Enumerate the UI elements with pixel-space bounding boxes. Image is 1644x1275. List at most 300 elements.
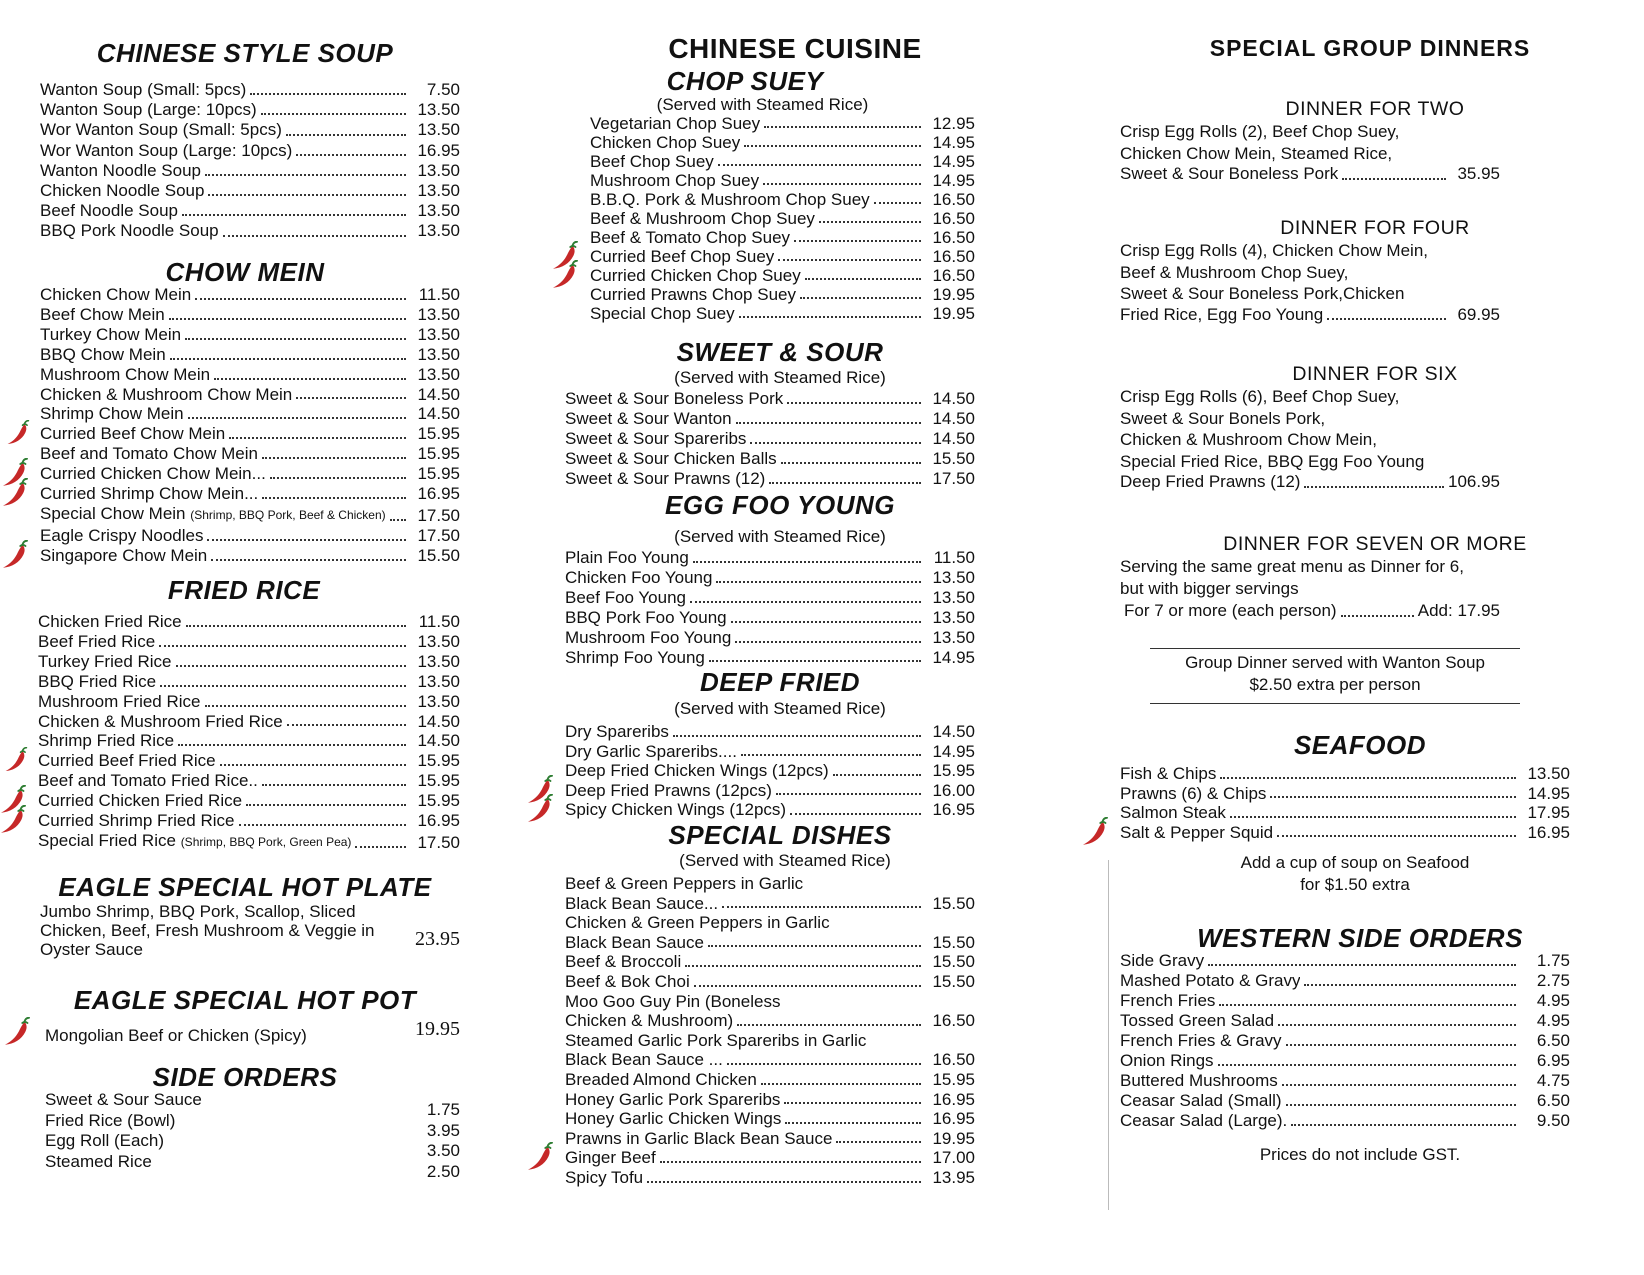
menu-item-price: 16.00 <box>932 780 975 800</box>
menu-item-name-text: Breaded Almond Chicken <box>565 1069 757 1089</box>
leader-dots <box>239 824 407 826</box>
menu-item-name-text: Spicy Chicken Wings (12pcs) <box>565 800 787 819</box>
menu-item-name-text: Curried Chicken Chow Mein... <box>40 464 266 484</box>
leader-dots <box>246 804 406 806</box>
menu-item-price: 16.50 <box>932 1050 975 1070</box>
dinner-four <box>1120 216 1600 325</box>
side-order-name: Fried Rice (Bowl) <box>45 1110 176 1130</box>
menu-item-name <box>565 1050 723 1070</box>
menu-item-name-text: Prawns in Garlic Black Bean Sauce <box>565 1128 833 1148</box>
menu-item-price: 13.50 <box>417 691 460 711</box>
leader-dots <box>207 539 406 541</box>
menu-item-name <box>40 181 204 201</box>
leader-dots <box>286 134 406 136</box>
cuisine-header <box>565 34 1035 64</box>
leader-dots <box>709 660 921 662</box>
menu-item-price: 2.75 <box>1536 971 1570 990</box>
menu-item <box>565 800 975 820</box>
menu-item <box>565 1090 975 1110</box>
menu-item <box>1120 1091 1570 1111</box>
dinner-two-last: Sweet & Sour Boneless Pork <box>1120 164 1339 183</box>
menu-item <box>565 1168 975 1188</box>
divider <box>1108 860 1109 1210</box>
leader-dots <box>1304 486 1444 488</box>
menu-item-name <box>1120 784 1266 804</box>
menu-item-name-text: Beef Chow Mein <box>40 304 165 324</box>
menu-item-price: 16.50 <box>932 209 975 228</box>
menu-item-name <box>565 781 772 801</box>
menu-item-name <box>40 141 292 161</box>
menu-item-name-text: Wanton Soup (Large: 10pcs) <box>40 100 257 120</box>
menu-item-name-text: Salt & Pepper Squid <box>1120 822 1274 842</box>
leader-dots <box>390 519 406 521</box>
menu-item <box>40 484 460 504</box>
menu-item-name-text: Wanton Noodle Soup <box>40 160 201 180</box>
menu-item <box>38 632 460 652</box>
menu-item <box>590 285 975 304</box>
leader-dots <box>727 1063 921 1065</box>
leader-dots <box>214 378 406 380</box>
seafood-note: for $1.50 extra <box>1300 874 1410 894</box>
dinner-line: but with bigger servings <box>1120 578 1299 598</box>
hot-plate-line: Jumbo Shrimp, BBQ Pork, Scallop, Sliced <box>40 902 356 921</box>
menu-item-note: (Shrimp, BBQ Pork, Green Pea) <box>180 834 352 849</box>
leader-dots <box>186 625 406 627</box>
menu-item-price: 14.50 <box>932 722 975 741</box>
chili-pepper-icon <box>4 420 32 446</box>
menu-item-price: 15.50 <box>932 449 975 468</box>
menu-item <box>590 266 975 285</box>
menu-item-name <box>565 588 686 608</box>
menu-item-name <box>40 444 258 464</box>
sweet-sour-subtitle: (Served with Steamed Rice) <box>674 368 886 387</box>
menu-item-name-text: Mushroom Foo Young <box>565 627 732 647</box>
menu-item-price: 16.50 <box>932 1011 975 1031</box>
menu-item <box>565 628 975 648</box>
menu-item-name-text: Special Chow Mein <box>40 503 186 523</box>
hot-plate-line: Chicken, Beef, Fresh Mushroom & Veggie in <box>40 921 375 940</box>
dinner-line: Crisp Egg Rolls (6), Beef Chop Suey, <box>1120 387 1400 406</box>
menu-item-name <box>1120 1071 1278 1091</box>
dinner-line: Chicken Chow Mein, Steamed Rice, <box>1120 143 1393 163</box>
menu-item-price: 4.75 <box>1536 1071 1570 1090</box>
menu-item <box>565 568 975 588</box>
leader-dots <box>1291 1124 1516 1126</box>
menu-item-name-text: Curried Shrimp Chow Mein... <box>40 484 259 504</box>
menu-item-name-text: Singapore Chow Mein <box>40 545 208 565</box>
leader-dots <box>1278 1024 1516 1026</box>
hot-plate-line: Oyster Sauce <box>40 940 143 959</box>
group-header <box>1130 33 1600 63</box>
dinner-four-price: 69.95 <box>1457 304 1500 324</box>
menu-item-name <box>38 751 216 771</box>
menu-item-name <box>565 628 731 648</box>
seafood-list <box>1120 764 1570 842</box>
menu-item-name-text: Beef Chop Suey <box>590 152 714 171</box>
menu-item-price: 15.95 <box>932 761 975 780</box>
menu-item-price: 13.50 <box>417 160 460 180</box>
dinner-line: Serving the same great menu as Dinner for 6, <box>1120 557 1464 576</box>
menu-item-name-text: Curried Beef Chow Mein <box>40 424 226 444</box>
menu-item-name <box>40 385 292 405</box>
menu-item-name <box>565 761 829 781</box>
divider <box>1150 703 1520 704</box>
leader-dots <box>1220 777 1516 779</box>
menu-item-price: 11.50 <box>418 285 460 304</box>
dinner-four-title: DINNER FOR FOUR <box>1280 217 1470 239</box>
seafood-note: Add a cup of soup on Seafood <box>1240 853 1470 872</box>
menu-item <box>38 831 460 853</box>
side-orders-prices <box>427 1100 460 1182</box>
menu-item-price: 14.95 <box>932 171 975 190</box>
chop-suey-subtitle: (Served with Steamed Rice) <box>656 95 869 114</box>
chili-pepper-icon <box>0 478 32 508</box>
menu-item-name-text: Shrimp Chow Mein <box>40 404 184 424</box>
leader-dots <box>790 813 921 815</box>
menu-item <box>590 190 975 209</box>
menu-item-name <box>1120 1111 1287 1131</box>
menu-item-name-text: Curried Beef Fried Rice <box>38 751 216 771</box>
menu-item-name-text: Special Fried Rice <box>38 830 176 850</box>
dinner-line: Crisp Egg Rolls (4), Chicken Chow Mein, <box>1120 241 1428 260</box>
menu-item-name-text: Beef & Tomato Chop Suey <box>590 228 791 247</box>
menu-item-price: 15.95 <box>417 751 460 771</box>
menu-item-name <box>1120 1051 1214 1071</box>
menu-item-name <box>38 612 182 632</box>
chili-pepper-icon <box>523 1142 557 1172</box>
menu-item <box>38 672 460 692</box>
western-section <box>1120 923 1570 1166</box>
leader-dots <box>718 164 921 166</box>
menu-item-price: 16.95 <box>932 800 975 819</box>
leader-dots <box>836 1141 921 1143</box>
menu-item <box>40 305 460 325</box>
menu-item-name-text: Vegetarian Chop Suey <box>590 114 761 133</box>
menu-item-name-text: Beef Noodle Soup <box>40 201 178 221</box>
dinner-seven-last: For 7 or more (each person) <box>1124 601 1337 620</box>
menu-item-name <box>40 201 178 221</box>
menu-item-name-text: Buttered Mushrooms <box>1120 1071 1278 1090</box>
menu-item-price: 13.50 <box>417 651 460 671</box>
leader-dots <box>250 93 406 95</box>
hot-pot-price: 19.95 <box>415 1018 460 1040</box>
menu-item-name <box>40 161 201 181</box>
menu-item-name-text: Curried Chicken Fried Rice <box>38 791 243 811</box>
chili-pepper-icon <box>0 540 32 570</box>
leader-dots <box>660 1161 921 1163</box>
menu-item-name-text: BBQ Chow Mein <box>40 344 166 364</box>
menu-item-name-text: Curried Prawns Chop Suey <box>590 285 796 304</box>
leader-dots <box>735 641 921 643</box>
leader-dots <box>176 665 406 667</box>
menu-item-name <box>40 325 181 345</box>
menu-item-name-text: Chicken & Mushroom Fried Rice <box>38 711 283 731</box>
menu-item-price: 13.50 <box>417 120 460 140</box>
leader-dots <box>1286 1104 1516 1106</box>
menu-item <box>565 722 975 742</box>
menu-item-price: 14.95 <box>1527 783 1570 803</box>
leader-dots <box>1342 178 1446 180</box>
leader-dots <box>744 145 921 147</box>
menu-item-name-text: Honey Garlic Chicken Wings <box>565 1109 782 1129</box>
menu-item-name <box>590 266 801 285</box>
leader-dots <box>722 906 921 908</box>
leader-dots <box>776 793 921 795</box>
chili-pepper-icon <box>548 260 582 290</box>
menu-item <box>38 692 460 712</box>
menu-item-price: 14.50 <box>417 404 460 424</box>
menu-item <box>40 201 460 221</box>
menu-item-name <box>1120 1011 1274 1031</box>
menu-item <box>38 731 460 751</box>
menu-item-name <box>40 365 210 385</box>
dinner-seven-title: DINNER FOR SEVEN OR MORE <box>1223 533 1527 555</box>
group-note-line: $2.50 extra per person <box>1249 674 1421 694</box>
menu-item <box>40 546 460 566</box>
leader-dots <box>1277 835 1516 837</box>
menu-item-name <box>590 114 760 133</box>
divider <box>1150 648 1520 649</box>
menu-item-name-text: Dry Garlic Spareribs.... <box>565 741 737 761</box>
menu-item-price: 13.50 <box>417 100 460 120</box>
leader-dots <box>182 214 406 216</box>
menu-item-name-text: Chicken Chop Suey <box>590 133 741 152</box>
menu-item <box>1120 991 1570 1011</box>
group-note <box>1130 648 1540 704</box>
menu-item <box>565 972 975 992</box>
menu-item-price: 15.50 <box>932 971 975 991</box>
menu-item-name <box>590 171 759 190</box>
leader-dots <box>287 724 406 726</box>
egg-foo-young-section <box>565 490 975 667</box>
menu-item-name <box>1120 1031 1282 1051</box>
menu-item-name-text: Honey Garlic Pork Spareribs <box>565 1089 781 1109</box>
menu-item <box>38 811 460 831</box>
menu-item-price: 15.95 <box>417 791 460 811</box>
leader-dots <box>262 497 406 499</box>
menu-item-price: 13.50 <box>417 201 460 221</box>
menu-item <box>1120 971 1570 991</box>
menu-item-price: 13.50 <box>417 671 460 691</box>
dinner-six <box>1120 362 1600 493</box>
menu-item-name <box>1120 971 1300 991</box>
menu-item <box>38 771 460 791</box>
leader-dots <box>170 358 406 360</box>
menu-item <box>1120 1031 1570 1051</box>
menu-item-name <box>1120 764 1216 784</box>
menu-item-name-text: Dry Spareribs <box>565 722 669 741</box>
leader-dots <box>1208 964 1516 966</box>
menu-item <box>40 504 460 526</box>
menu-item-price: 14.50 <box>932 409 975 428</box>
soup-list <box>40 80 460 242</box>
menu-item-name <box>40 345 166 365</box>
deep-fried-list <box>565 722 975 820</box>
leader-dots <box>708 945 921 947</box>
menu-item-name <box>565 972 690 992</box>
leader-dots <box>750 442 921 444</box>
menu-item-price: 4.95 <box>1536 1011 1570 1030</box>
menu-item-name-text: Chicken & Mushroom) <box>565 1011 734 1031</box>
menu-item <box>565 608 975 628</box>
menu-item-price: 1.75 <box>1536 951 1570 970</box>
hot-pot-body <box>40 1018 460 1047</box>
leader-dots <box>741 754 921 756</box>
dinner-seven-row <box>1124 599 1500 622</box>
hot-pot-section <box>40 985 460 1047</box>
leader-dots <box>159 645 406 647</box>
menu-item-name-text: Chicken Chow Mein <box>40 285 192 304</box>
menu-item-line: Moo Goo Guy Pin (Boneless <box>565 991 781 1011</box>
dinner-line: Sweet & Sour Boneless Pork,Chicken <box>1120 284 1405 303</box>
menu-item-price: 14.50 <box>932 389 975 408</box>
dinner-two <box>1120 97 1600 185</box>
menu-item <box>40 181 460 201</box>
leader-dots <box>1218 1064 1516 1066</box>
menu-item-name-text: Wor Wanton Soup (Small: 5pcs) <box>40 120 282 140</box>
chop-suey-section <box>590 66 975 323</box>
leader-dots <box>764 126 921 128</box>
menu-item <box>590 133 975 152</box>
page-title-group: SPECIAL GROUP DINNERS <box>1209 35 1531 61</box>
menu-item-name <box>565 449 777 469</box>
dinner-seven <box>1120 532 1600 622</box>
egg-foo-young-list <box>565 548 975 667</box>
menu-item <box>565 648 975 668</box>
menu-item-name-text: Sweet & Sour Boneless Pork <box>565 389 784 408</box>
chop-suey-list <box>590 114 975 323</box>
chow-mein-list <box>40 285 460 566</box>
menu-item-name-text: Shrimp Foo Young <box>565 647 705 667</box>
menu-item-name <box>565 469 765 489</box>
menu-item <box>590 171 975 190</box>
section-title-special-dishes: SPECIAL DISHES <box>668 820 892 850</box>
section-title-seafood: SEAFOOD <box>1293 730 1427 760</box>
leader-dots <box>778 259 921 261</box>
hot-plate-body <box>40 902 460 959</box>
menu-item-price: 15.95 <box>417 771 460 791</box>
menu-item-name <box>40 546 207 566</box>
hot-plate-price: 23.95 <box>415 928 460 950</box>
menu-item <box>40 444 460 464</box>
menu-item <box>1120 951 1570 971</box>
menu-item-name <box>565 548 689 568</box>
menu-item <box>565 894 975 914</box>
menu-item-price: 9.50 <box>1536 1111 1570 1130</box>
side-order-price: 2.50 <box>426 1161 460 1181</box>
menu-item-name-text: BBQ Pork Noodle Soup <box>40 221 219 241</box>
menu-item-name-text: Chicken Fried Rice <box>38 612 182 631</box>
menu-item <box>565 1050 975 1070</box>
menu-item <box>1120 1071 1570 1091</box>
menu-item-price: 17.50 <box>417 832 460 852</box>
leader-dots <box>833 774 921 776</box>
menu-item-price: 14.95 <box>932 133 975 152</box>
menu-item <box>565 389 975 409</box>
leader-dots <box>769 482 921 484</box>
menu-item-name <box>565 568 712 588</box>
section-title-chow-mein: CHOW MEIN <box>165 257 325 287</box>
menu-item <box>590 114 975 133</box>
menu-item-name <box>1120 991 1215 1011</box>
menu-item-price: 14.95 <box>932 741 975 761</box>
leader-dots <box>731 621 921 623</box>
menu-item-price: 13.50 <box>1527 764 1570 783</box>
dinner-seven-price: Add: 17.95 <box>1417 601 1500 620</box>
menu-item-name-text: Beef and Tomato Chow Mein <box>40 444 258 464</box>
menu-item <box>565 781 975 801</box>
menu-item-name <box>40 120 282 140</box>
leader-dots <box>355 846 406 848</box>
menu-item-price: 17.95 <box>1527 803 1570 822</box>
side-order-name: Steamed Rice <box>45 1151 152 1171</box>
leader-dots <box>716 581 921 583</box>
menu-item-name <box>40 305 165 325</box>
menu-item-price: 16.50 <box>932 247 975 266</box>
menu-item <box>565 548 975 568</box>
chili-pepper-icon <box>523 794 557 824</box>
leader-dots <box>685 965 921 967</box>
menu-item-name <box>38 712 283 732</box>
menu-item-name-text: Side Gravy <box>1120 951 1205 970</box>
menu-item-name-text: Sweet & Sour Spareribs <box>565 429 747 448</box>
menu-item <box>40 100 460 120</box>
menu-item-name-text: Special Chop Suey <box>590 304 735 323</box>
menu-item-price: 13.50 <box>417 221 460 241</box>
dinner-line: Sweet & Sour Bonels Pork, <box>1120 408 1326 428</box>
section-title-fried-rice: FRIED RICE <box>167 575 321 605</box>
leader-dots <box>185 338 406 340</box>
menu-item-name <box>590 133 740 152</box>
special-dishes-subtitle: (Served with Steamed Rice) <box>679 851 891 870</box>
leader-dots <box>229 437 406 439</box>
seafood-section <box>1120 730 1570 895</box>
menu-item-name <box>565 389 783 409</box>
menu-item-name <box>565 409 732 429</box>
menu-item <box>565 952 975 972</box>
menu-item-name <box>565 933 704 953</box>
menu-item <box>38 751 460 771</box>
menu-item-name <box>565 1168 643 1188</box>
menu-item-price: 12.95 <box>932 114 975 133</box>
section-title-sweet-sour: SWEET & SOUR <box>676 337 884 367</box>
dinner-four-last: Fried Rice, Egg Foo Young <box>1120 304 1324 324</box>
menu-item <box>565 933 975 953</box>
menu-item-price: 15.50 <box>932 932 975 952</box>
menu-item <box>40 325 460 345</box>
menu-item-name-text: Ceasar Salad (Small) <box>1120 1091 1282 1110</box>
menu-item-price: 15.95 <box>417 464 460 484</box>
menu-item-name-text: Beef Foo Young <box>565 587 687 607</box>
menu-item-name <box>40 404 184 424</box>
menu-item-name <box>565 1070 757 1090</box>
leader-dots <box>188 417 406 419</box>
menu-item-price: 15.50 <box>417 545 460 565</box>
deep-fried-subtitle: (Served with Steamed Rice) <box>674 699 886 718</box>
menu-item-name <box>565 429 746 449</box>
menu-item-name <box>565 1148 656 1168</box>
leader-dots <box>693 561 921 563</box>
menu-item-price: 13.50 <box>932 567 975 587</box>
leader-dots <box>784 1102 921 1104</box>
menu-item <box>38 652 460 672</box>
leader-dots <box>736 422 921 424</box>
menu-item-name <box>40 285 191 305</box>
menu-item-price: 13.50 <box>932 587 975 607</box>
menu-item-price: 13.50 <box>417 304 460 324</box>
dinner-six-row <box>1120 472 1500 493</box>
leader-dots <box>1341 615 1414 617</box>
